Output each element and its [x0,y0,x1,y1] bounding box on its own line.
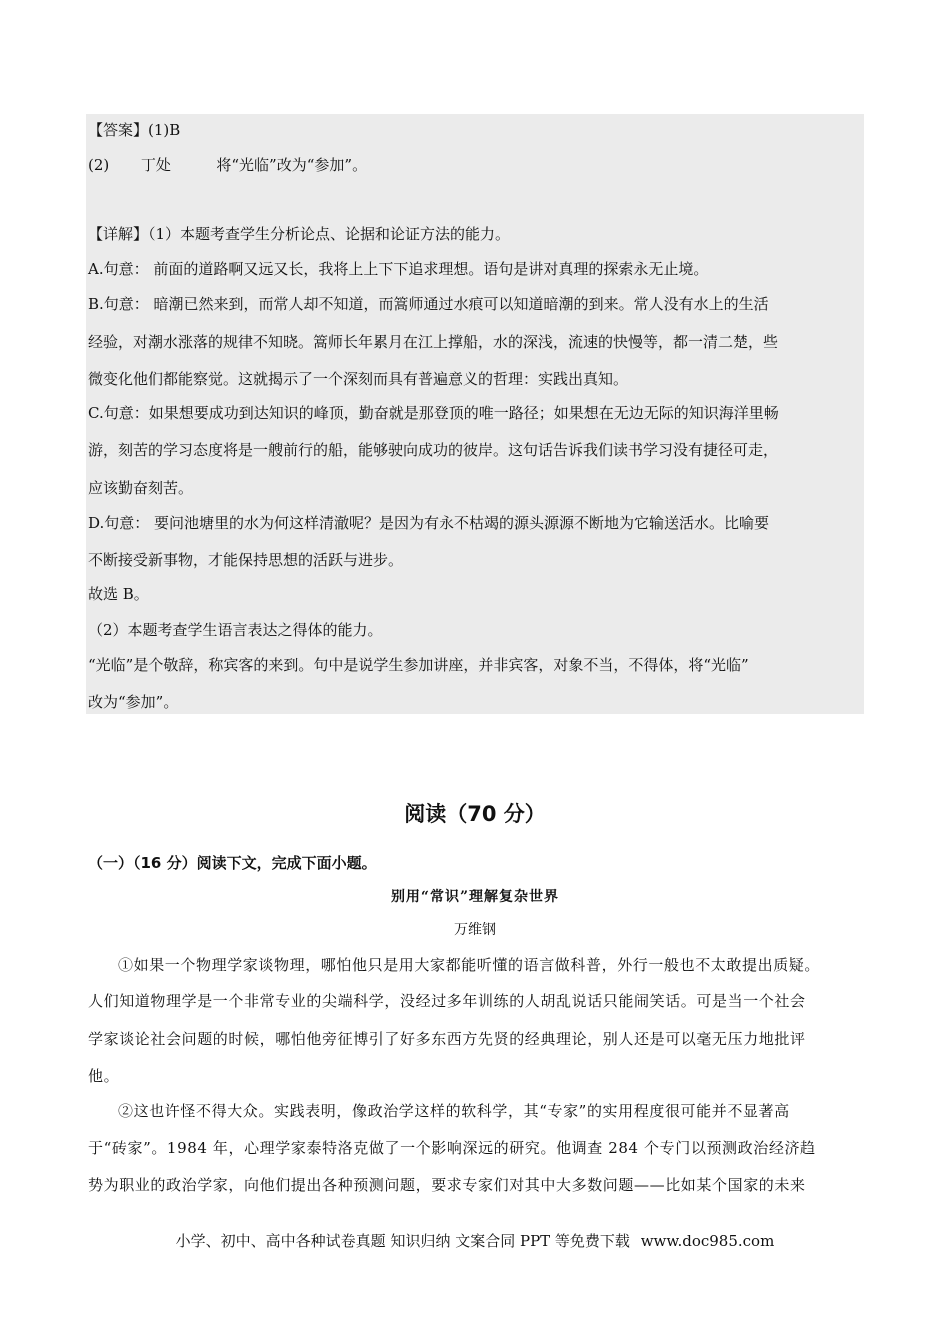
section-title: 阅读（70 分） [404,802,546,826]
detail-line: C.句意：如果想要成功到达知识的峰顶，勤奋就是那登顶的唯一路径；如果想在无边无际的知识海洋里畅 [88,404,779,422]
detail-line: B.句意： 暗潮已然来到，而常人却不知道，而篙师通过水痕可以知道暗潮的到来。常人没有水上的生活 [88,295,769,313]
article-author: 万维钢 [454,922,496,938]
detail-line: 经验，对潮水涨落的规律不知晓。篙师长年累月在江上撑船，水的深浅，流速的快慢等，都一清二楚，些 [88,333,779,351]
detail-line: （2）本题考查学生语言表达之得体的能力。 [88,621,383,639]
page-footer [0,1230,950,1251]
detail-line: 应该勤奋刻苦。 [88,479,194,497]
detail-line: 故选 B。 [88,585,149,603]
article-paragraph-line: 势为职业的政治学家，向他们提出各种预测问题，要求专家们对其中大多数问题——比如某个国家的未来 [88,1176,806,1194]
answer-line-1: 【答案】(1)B [88,121,181,139]
article-paragraph-line: 学家谈论社会问题的时候，哪怕他旁征博引了好多东西方先贤的经典理论，别人还是可以毫无压力地批评 [88,1030,806,1048]
article-paragraph-line: 于“砖家”。1984 年，心理学家泰特洛克做了一个影响深远的研究。他调查 284 个专门以预测政治经济趋 [88,1139,816,1157]
article-paragraph-line: 他。 [88,1067,120,1085]
answer-line-2 [88,155,367,175]
footer-text: 小学、初中、高中各种试卷真题 知识归纳 文案合同 PPT 等免费下载 [175,1232,630,1250]
detail-line: 不断接受新事物，才能保持思想的活跃与进步。 [88,551,404,569]
detail-line: 改为“参加”。 [88,693,179,711]
article-paragraph-line: ②这也许怪不得大众。实践表明，像政治学这样的软科学，其“专家”的实用程度很可能并不显著高 [118,1102,790,1120]
article-paragraph-line: 人们知道物理学是一个非常专业的尖端科学，没经过多年训练的人胡乱说话只能闹笑话。可是当一个社会 [88,992,806,1010]
detail-line: 游，刻苦的学习态度将是一艘前行的船，能够驶向成功的彼岸。这句话告诉我们读书学习没有捷径可走， [88,441,779,459]
detail-line: “光临”是个敬辞，称宾客的来到。句中是说学生参加讲座，并非宾客，对象不当，不得体，将“光临” [88,656,749,674]
detail-line: 微变化他们都能察觉。这就揭示了一个深刻而具有普遍意义的哲理：实践出真知。 [88,370,629,388]
detail-line: D.句意： 要问池塘里的水为何这样清澈呢？是因为有永不枯竭的源头源源不断地为它输送活水。比喻要 [88,514,770,532]
answer-number: (2) [88,156,110,174]
answer-position: 丁处 [140,156,171,174]
question-heading: （一）（16 分）阅读下文，完成下面小题。 [88,854,377,872]
detail-line: 【详解】（1）本题考查学生分析论点、论据和论证方法的能力。 [88,225,511,243]
article-paragraph-line: ①如果一个物理学家谈物理，哪怕他只是用大家都能听懂的语言做科普，外行一般也不太敢提出质疑。 [118,956,821,974]
footer-link[interactable]: www.doc985.com [640,1232,775,1250]
answer-correction: 将“光临”改为“参加”。 [216,156,368,174]
detail-line: A.句意： 前面的道路啊又远又长，我将上上下下追求理想。语句是讲对真理的探索永无止境。 [88,260,709,278]
article-title: 别用“常识”理解复杂世界 [390,889,560,905]
